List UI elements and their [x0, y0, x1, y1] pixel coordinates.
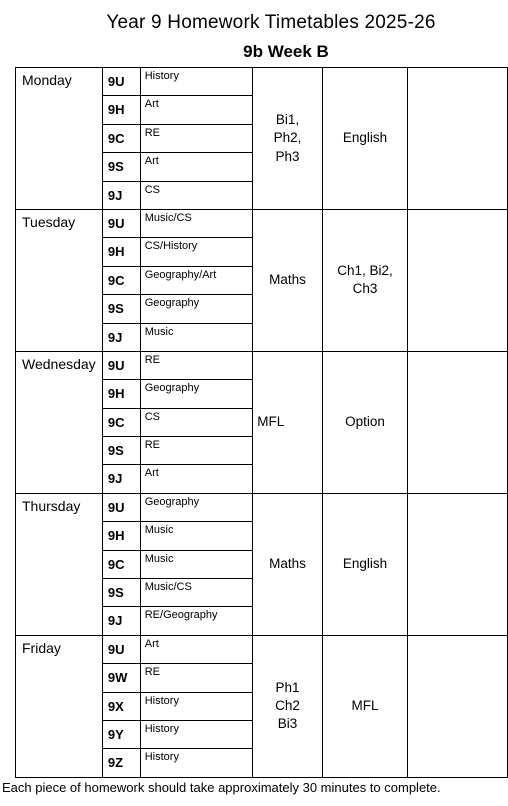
form-group-cell: 9C — [102, 550, 140, 578]
empty-cell — [408, 209, 508, 351]
science-subject-cell: Maths — [253, 493, 323, 635]
timetable-row — [16, 635, 508, 663]
subject-cell: Music/CS — [140, 579, 253, 607]
subject-cell: RE/Geography — [140, 607, 253, 635]
page-subtitle: 9b Week B — [243, 42, 329, 61]
core-subject-cell: Option — [322, 351, 407, 493]
form-group-cell: 9J — [102, 181, 140, 209]
subject-cell: CS — [140, 408, 253, 436]
form-group-cell: 9H — [102, 380, 140, 408]
form-group-cell: 9J — [102, 607, 140, 635]
timetable-row — [16, 209, 508, 237]
subject-cell: Art — [140, 635, 253, 663]
subject-cell: RE — [140, 351, 253, 379]
day-cell: Wednesday — [16, 351, 103, 493]
form-group-cell: 9S — [102, 295, 140, 323]
core-subject-cell: Ch1, Bi2, Ch3 — [322, 209, 407, 351]
empty-cell — [408, 635, 508, 777]
form-group-cell: 9W — [102, 664, 140, 692]
form-group-cell: 9H — [102, 238, 140, 266]
form-group-cell: 9S — [102, 437, 140, 465]
form-group-cell: 9U — [102, 635, 140, 663]
form-group-cell: 9J — [102, 323, 140, 351]
subject-cell: History — [140, 720, 253, 748]
form-group-cell: 9C — [102, 266, 140, 294]
subject-cell: RE — [140, 437, 253, 465]
form-group-cell: 9X — [102, 692, 140, 720]
form-group-cell: 9U — [102, 351, 140, 379]
subject-cell: Music — [140, 522, 253, 550]
subject-cell: Art — [140, 96, 253, 124]
homework-timetable — [15, 67, 508, 778]
form-group-cell: 9U — [102, 68, 140, 96]
day-cell: Friday — [16, 635, 103, 777]
science-subject-cell: Bi1, Ph2, Ph3 — [253, 68, 323, 210]
day-cell: Monday — [16, 68, 103, 210]
core-subject-cell: English — [322, 68, 407, 210]
form-group-cell: 9H — [102, 522, 140, 550]
timetable-row — [16, 351, 508, 379]
day-cell: Thursday — [16, 493, 103, 635]
timetable-row — [16, 68, 508, 96]
science-subject-cell: Ph1 Ch2 Bi3 — [253, 635, 323, 777]
subject-cell: Geography — [140, 493, 253, 521]
subject-cell: RE — [140, 124, 253, 152]
subject-cell: Geography — [140, 380, 253, 408]
form-group-cell: 9S — [102, 579, 140, 607]
timetable-row — [16, 493, 508, 521]
subject-cell: Geography — [140, 295, 253, 323]
empty-cell — [408, 493, 508, 635]
form-group-cell: 9H — [102, 96, 140, 124]
subject-cell: CS — [140, 181, 253, 209]
empty-cell — [408, 68, 508, 210]
subject-cell: Art — [140, 465, 253, 493]
subject-cell: History — [140, 692, 253, 720]
form-group-cell: 9C — [102, 124, 140, 152]
core-subject-cell: MFL — [322, 635, 407, 777]
empty-cell — [408, 351, 508, 493]
form-group-cell: 9C — [102, 408, 140, 436]
subject-cell: Geography/Art — [140, 266, 253, 294]
subject-cell: Art — [140, 153, 253, 181]
form-group-cell: 9Y — [102, 720, 140, 748]
core-subject-cell: English — [322, 493, 407, 635]
subject-cell: Music/CS — [140, 209, 253, 237]
form-group-cell: 9S — [102, 153, 140, 181]
science-subject-cell: MFL — [253, 351, 323, 493]
page-title: Year 9 Homework Timetables 2025-26 — [106, 12, 436, 33]
science-subject-cell: Maths — [253, 209, 323, 351]
form-group-cell: 9U — [102, 209, 140, 237]
day-cell: Tuesday — [16, 209, 103, 351]
subject-cell: Music — [140, 323, 253, 351]
subject-cell: Music — [140, 550, 253, 578]
form-group-cell: 9U — [102, 493, 140, 521]
subject-cell: History — [140, 68, 253, 96]
subject-cell: CS/History — [140, 238, 253, 266]
subject-cell: RE — [140, 664, 253, 692]
form-group-cell: 9Z — [102, 749, 140, 777]
footnote: Each piece of homework should take approximately 30 minutes to complete. — [2, 780, 441, 795]
subject-cell: History — [140, 749, 253, 777]
form-group-cell: 9J — [102, 465, 140, 493]
